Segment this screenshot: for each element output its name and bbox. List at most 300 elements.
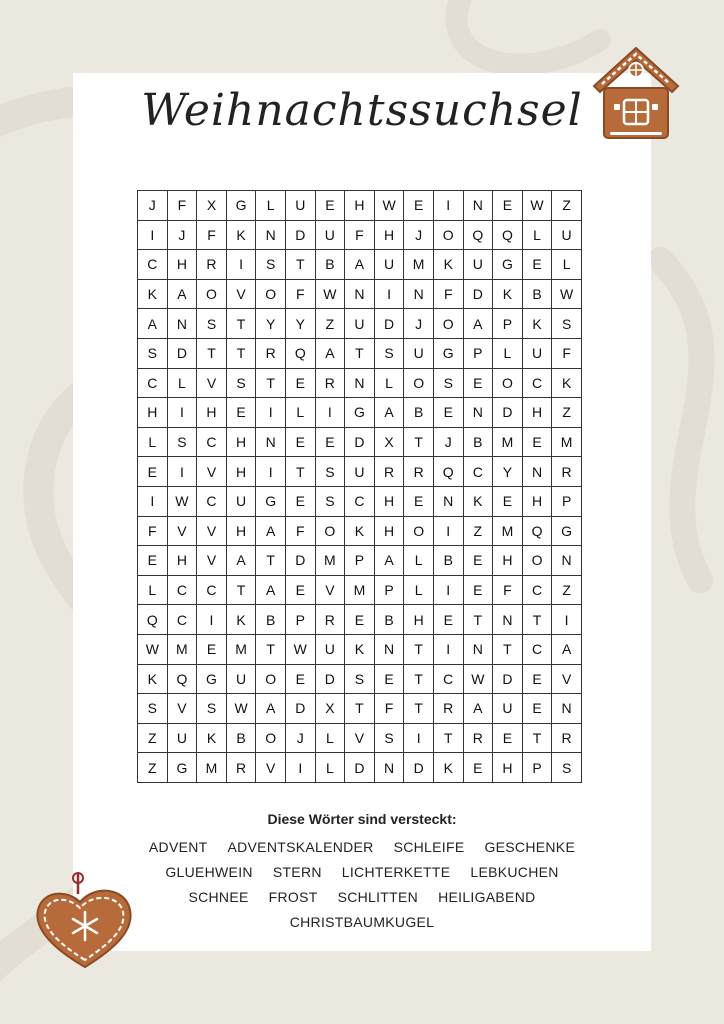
grid-cell: D xyxy=(345,427,375,457)
grid-cell: X xyxy=(197,191,227,221)
grid-row xyxy=(138,634,582,664)
grid-cell: V xyxy=(197,516,227,546)
grid-cell: K xyxy=(226,605,256,635)
grid-cell: N xyxy=(374,753,404,783)
grid-cell: S xyxy=(138,338,168,368)
grid-cell: W xyxy=(463,664,493,694)
grid-cell: Z xyxy=(552,575,582,605)
grid-cell: G xyxy=(197,664,227,694)
page-title: Weihnachtssuchsel xyxy=(141,85,583,136)
grid-cell: D xyxy=(493,664,523,694)
grid-cell: Q xyxy=(522,516,552,546)
grid-cell: T xyxy=(256,546,286,576)
word-list xyxy=(73,811,651,935)
grid-cell: Z xyxy=(552,191,582,221)
grid-cell: T xyxy=(522,723,552,753)
grid-cell: C xyxy=(167,575,197,605)
grid-row xyxy=(138,546,582,576)
grid-cell: W xyxy=(374,191,404,221)
grid-cell: Q xyxy=(285,338,315,368)
grid-cell: M xyxy=(167,634,197,664)
grid-cell: R xyxy=(197,250,227,280)
grid-cell: K xyxy=(345,516,375,546)
grid-cell: A xyxy=(315,338,345,368)
grid-cell: T xyxy=(226,309,256,339)
grid-cell: I xyxy=(138,486,168,516)
grid-cell: T xyxy=(345,338,375,368)
grid-cell: E xyxy=(315,191,345,221)
grid-cell: L xyxy=(552,250,582,280)
grid-cell: N xyxy=(493,605,523,635)
grid-cell: E xyxy=(138,546,168,576)
grid-cell: E xyxy=(345,605,375,635)
grid-cell: I xyxy=(167,457,197,487)
grid-cell: N xyxy=(522,457,552,487)
grid-cell: Y xyxy=(285,309,315,339)
grid-row xyxy=(138,694,582,724)
grid-cell: L xyxy=(138,427,168,457)
grid-cell: Q xyxy=(433,457,463,487)
grid-cell: A xyxy=(256,575,286,605)
grid-cell: H xyxy=(226,457,256,487)
grid-cell: Z xyxy=(315,309,345,339)
grid-cell: E xyxy=(463,368,493,398)
grid-cell: X xyxy=(374,427,404,457)
grid-cell: D xyxy=(404,753,434,783)
grid-row xyxy=(138,457,582,487)
grid-cell: W xyxy=(552,279,582,309)
grid-cell: C xyxy=(522,368,552,398)
grid-cell: G xyxy=(493,250,523,280)
grid-cell: T xyxy=(404,664,434,694)
grid-row xyxy=(138,605,582,635)
gingerbread-heart-ornament-icon xyxy=(30,872,140,972)
grid-cell: V xyxy=(167,694,197,724)
grid-cell: F xyxy=(493,575,523,605)
grid-cell: E xyxy=(138,457,168,487)
grid-cell: F xyxy=(285,516,315,546)
grid-row xyxy=(138,575,582,605)
grid-cell: B xyxy=(374,605,404,635)
grid-cell: A xyxy=(552,634,582,664)
grid-cell: G xyxy=(552,516,582,546)
grid-cell: T xyxy=(226,575,256,605)
grid-cell: J xyxy=(404,220,434,250)
grid-cell: F xyxy=(345,220,375,250)
grid-cell: R xyxy=(404,457,434,487)
word-item: ADVENT xyxy=(148,839,208,855)
grid-cell: C xyxy=(197,575,227,605)
word-row xyxy=(73,910,651,935)
word-item: LICHTERKETTE xyxy=(341,864,451,880)
grid-cell: N xyxy=(463,398,493,428)
grid-cell: C xyxy=(138,250,168,280)
grid-cell: E xyxy=(197,634,227,664)
grid-cell: H xyxy=(167,546,197,576)
grid-cell: J xyxy=(138,191,168,221)
grid-cell: W xyxy=(138,634,168,664)
word-list-rows xyxy=(73,835,651,935)
grid-cell: H xyxy=(374,486,404,516)
grid-cell: M xyxy=(493,427,523,457)
grid-row xyxy=(138,368,582,398)
word-item: LEBKUCHEN xyxy=(470,864,559,880)
grid-cell: C xyxy=(522,634,552,664)
grid-cell: R xyxy=(463,723,493,753)
word-item: FROST xyxy=(268,889,318,905)
grid-cell: L xyxy=(404,546,434,576)
grid-cell: O xyxy=(256,279,286,309)
grid-cell: E xyxy=(285,368,315,398)
grid-cell: C xyxy=(463,457,493,487)
grid-cell: F xyxy=(552,338,582,368)
grid-cell: K xyxy=(226,220,256,250)
grid-cell: J xyxy=(433,427,463,457)
grid-cell: P xyxy=(522,753,552,783)
grid-cell: O xyxy=(404,368,434,398)
grid-row xyxy=(138,220,582,250)
grid-cell: C xyxy=(433,664,463,694)
grid-cell: B xyxy=(522,279,552,309)
grid-cell: E xyxy=(463,575,493,605)
grid-cell: I xyxy=(433,516,463,546)
grid-cell: N xyxy=(167,309,197,339)
grid-cell: Q xyxy=(138,605,168,635)
grid-cell: K xyxy=(138,664,168,694)
grid-cell: E xyxy=(285,664,315,694)
grid-cell: M xyxy=(404,250,434,280)
grid-cell: E xyxy=(522,250,552,280)
grid-cell: E xyxy=(522,694,552,724)
grid-cell: M xyxy=(226,634,256,664)
grid-cell: R xyxy=(315,368,345,398)
grid-cell: Z xyxy=(138,723,168,753)
grid-cell: E xyxy=(493,191,523,221)
grid-cell: S xyxy=(552,309,582,339)
grid-cell: F xyxy=(433,279,463,309)
grid-cell: G xyxy=(167,753,197,783)
grid-cell: T xyxy=(226,338,256,368)
grid-cell: N xyxy=(463,191,493,221)
grid-cell: V xyxy=(226,279,256,309)
grid-cell: K xyxy=(463,486,493,516)
word-list-title: Diese Wörter sind versteckt: xyxy=(267,811,457,827)
grid-cell: A xyxy=(463,309,493,339)
grid-cell: L xyxy=(522,220,552,250)
grid-cell: O xyxy=(404,516,434,546)
grid-cell: E xyxy=(315,427,345,457)
grid-cell: R xyxy=(226,753,256,783)
grid-cell: O xyxy=(522,546,552,576)
grid-cell: L xyxy=(493,338,523,368)
grid-cell: E xyxy=(493,486,523,516)
grid-cell: P xyxy=(285,605,315,635)
grid-cell: C xyxy=(197,427,227,457)
grid-cell: I xyxy=(404,723,434,753)
grid-cell: Q xyxy=(167,664,197,694)
grid-cell: M xyxy=(552,427,582,457)
grid-cell: O xyxy=(197,279,227,309)
grid-cell: I xyxy=(433,575,463,605)
word-item: GLUEHWEIN xyxy=(165,864,253,880)
grid-cell: S xyxy=(345,664,375,694)
grid-cell: C xyxy=(197,486,227,516)
grid-cell: V xyxy=(315,575,345,605)
grid-cell: Q xyxy=(493,220,523,250)
grid-cell: N xyxy=(404,279,434,309)
grid-row xyxy=(138,516,582,546)
grid-cell: O xyxy=(433,220,463,250)
grid-cell: Z xyxy=(463,516,493,546)
grid-cell: O xyxy=(256,664,286,694)
grid-cell: E xyxy=(463,753,493,783)
grid-cell: F xyxy=(167,191,197,221)
grid-cell: K xyxy=(197,723,227,753)
grid-cell: A xyxy=(374,546,404,576)
grid-cell: H xyxy=(404,605,434,635)
grid-cell: K xyxy=(345,634,375,664)
grid-row xyxy=(138,250,582,280)
grid-cell: E xyxy=(285,575,315,605)
grid-cell: Y xyxy=(493,457,523,487)
grid-cell: U xyxy=(345,457,375,487)
grid-cell: S xyxy=(138,694,168,724)
grid-cell: B xyxy=(463,427,493,457)
word-item: SCHNEE xyxy=(188,889,249,905)
grid-cell: B xyxy=(315,250,345,280)
grid-cell: H xyxy=(345,191,375,221)
grid-cell: H xyxy=(138,398,168,428)
grid-cell: V xyxy=(345,723,375,753)
grid-cell: E xyxy=(285,427,315,457)
grid-cell: R xyxy=(374,457,404,487)
grid-cell: H xyxy=(226,427,256,457)
grid-cell: S xyxy=(315,457,345,487)
grid-cell: O xyxy=(315,516,345,546)
grid-cell: W xyxy=(522,191,552,221)
grid-cell: U xyxy=(315,634,345,664)
word-item: STERN xyxy=(272,864,322,880)
grid-cell: A xyxy=(463,694,493,724)
grid-cell: K xyxy=(522,309,552,339)
grid-cell: S xyxy=(552,753,582,783)
grid-cell: E xyxy=(433,605,463,635)
grid-cell: D xyxy=(345,753,375,783)
grid-cell: I xyxy=(433,634,463,664)
grid-row xyxy=(138,191,582,221)
grid-cell: W xyxy=(315,279,345,309)
grid-cell: U xyxy=(285,191,315,221)
word-search-grid xyxy=(137,190,582,783)
grid-cell: B xyxy=(404,398,434,428)
grid-cell: A xyxy=(256,694,286,724)
grid-cell: L xyxy=(404,575,434,605)
grid-cell: P xyxy=(552,486,582,516)
grid-cell: R xyxy=(256,338,286,368)
grid-cell: E xyxy=(226,398,256,428)
grid-cell: H xyxy=(197,398,227,428)
grid-cell: R xyxy=(552,457,582,487)
grid-cell: D xyxy=(493,398,523,428)
grid-cell: V xyxy=(552,664,582,694)
grid-cell: J xyxy=(167,220,197,250)
grid-cell: R xyxy=(552,723,582,753)
grid-cell: I xyxy=(167,398,197,428)
grid-cell: V xyxy=(197,546,227,576)
grid-cell: E xyxy=(522,427,552,457)
grid-cell: T xyxy=(493,634,523,664)
grid-cell: K xyxy=(552,368,582,398)
grid-cell: M xyxy=(197,753,227,783)
grid-cell: L xyxy=(138,575,168,605)
grid-row xyxy=(138,398,582,428)
grid-cell: I xyxy=(315,398,345,428)
grid-cell: U xyxy=(167,723,197,753)
grid-cell: T xyxy=(404,634,434,664)
grid-cell: D xyxy=(167,338,197,368)
grid-cell: M xyxy=(493,516,523,546)
grid-cell: I xyxy=(226,250,256,280)
grid-cell: G xyxy=(226,191,256,221)
grid-cell: D xyxy=(374,309,404,339)
grid-cell: G xyxy=(433,338,463,368)
grid-cell: D xyxy=(285,220,315,250)
grid-cell: M xyxy=(345,575,375,605)
grid-cell: E xyxy=(404,486,434,516)
grid-cell: E xyxy=(463,546,493,576)
grid-cell: I xyxy=(256,457,286,487)
grid-cell: L xyxy=(256,191,286,221)
grid-cell: N xyxy=(374,634,404,664)
grid-cell: E xyxy=(522,664,552,694)
grid-cell: N xyxy=(552,546,582,576)
word-row xyxy=(73,835,651,860)
grid-cell: X xyxy=(315,694,345,724)
grid-cell: U xyxy=(552,220,582,250)
grid-cell: Z xyxy=(138,753,168,783)
grid-cell: D xyxy=(315,664,345,694)
grid-cell: N xyxy=(256,220,286,250)
grid-cell: T xyxy=(522,605,552,635)
grid-cell: U xyxy=(226,486,256,516)
word-item: CHRISTBAUMKUGEL xyxy=(289,914,435,930)
grid-cell: B xyxy=(226,723,256,753)
grid-cell: S xyxy=(256,250,286,280)
grid-cell: V xyxy=(197,457,227,487)
grid-cell: K xyxy=(433,250,463,280)
grid-cell: T xyxy=(256,634,286,664)
grid-cell: C xyxy=(522,575,552,605)
grid-cell: K xyxy=(493,279,523,309)
grid-cell: S xyxy=(433,368,463,398)
gingerbread-house-icon xyxy=(590,44,682,144)
grid-cell: P xyxy=(463,338,493,368)
grid-cell: N xyxy=(552,694,582,724)
grid-cell: S xyxy=(374,723,404,753)
grid-cell: Z xyxy=(552,398,582,428)
grid-cell: U xyxy=(315,220,345,250)
word-row xyxy=(73,885,651,910)
grid-row xyxy=(138,279,582,309)
grid-cell: L xyxy=(167,368,197,398)
grid-cell: U xyxy=(345,309,375,339)
grid-row xyxy=(138,753,582,783)
word-item: HEILIGABEND xyxy=(438,889,536,905)
grid-cell: D xyxy=(463,279,493,309)
grid-cell: P xyxy=(345,546,375,576)
grid-cell: B xyxy=(433,546,463,576)
grid-cell: L xyxy=(374,368,404,398)
word-item: GESCHENKE xyxy=(484,839,576,855)
word-item: ADVENTSKALENDER xyxy=(227,839,374,855)
grid-cell: D xyxy=(285,546,315,576)
grid-cell: B xyxy=(256,605,286,635)
grid-row xyxy=(138,486,582,516)
grid-cell: J xyxy=(404,309,434,339)
grid-cell: I xyxy=(138,220,168,250)
grid-cell: A xyxy=(138,309,168,339)
grid-cell: L xyxy=(285,398,315,428)
grid-cell: O xyxy=(493,368,523,398)
grid-row xyxy=(138,338,582,368)
grid-cell: C xyxy=(138,368,168,398)
grid-cell: T xyxy=(285,457,315,487)
grid-cell: U xyxy=(493,694,523,724)
grid-row xyxy=(138,309,582,339)
grid-cell: U xyxy=(404,338,434,368)
grid-cell: U xyxy=(522,338,552,368)
grid-cell: L xyxy=(315,753,345,783)
grid-cell: N xyxy=(433,486,463,516)
grid-cell: H xyxy=(167,250,197,280)
grid-cell: U xyxy=(226,664,256,694)
grid-cell: R xyxy=(433,694,463,724)
grid-cell: T xyxy=(404,427,434,457)
grid-cell: T xyxy=(463,605,493,635)
grid-cell: E xyxy=(374,664,404,694)
grid-cell: F xyxy=(285,279,315,309)
grid-cell: A xyxy=(226,546,256,576)
grid-row xyxy=(138,664,582,694)
grid-cell: S xyxy=(226,368,256,398)
grid-cell: I xyxy=(285,753,315,783)
grid-cell: S xyxy=(315,486,345,516)
grid-cell: V xyxy=(256,753,286,783)
grid-cell: H xyxy=(493,753,523,783)
grid-cell: H xyxy=(522,398,552,428)
grid-cell: S xyxy=(197,694,227,724)
grid-cell: V xyxy=(197,368,227,398)
grid-cell: E xyxy=(433,398,463,428)
grid-cell: I xyxy=(433,191,463,221)
grid-cell: A xyxy=(256,516,286,546)
grid-row xyxy=(138,427,582,457)
grid-cell: T xyxy=(404,694,434,724)
grid-cell: Y xyxy=(256,309,286,339)
grid-cell: T xyxy=(197,338,227,368)
grid-cell: C xyxy=(167,605,197,635)
grid-cell: G xyxy=(345,398,375,428)
word-item: SCHLITTEN xyxy=(337,889,419,905)
grid-cell: W xyxy=(226,694,256,724)
grid-cell: F xyxy=(197,220,227,250)
grid-cell: E xyxy=(404,191,434,221)
grid-cell: H xyxy=(493,546,523,576)
grid-cell: O xyxy=(256,723,286,753)
grid-cell: I xyxy=(374,279,404,309)
grid-cell: A xyxy=(167,279,197,309)
grid-cell: I xyxy=(256,398,286,428)
